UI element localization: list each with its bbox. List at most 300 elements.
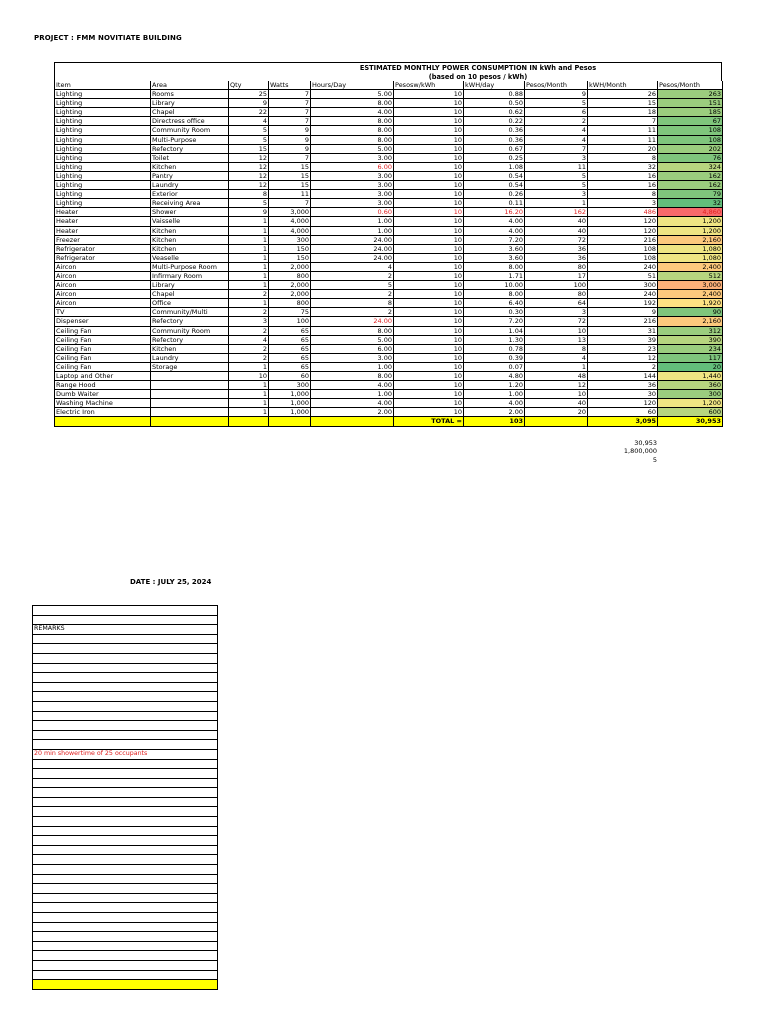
cell-qty: 4	[229, 336, 269, 345]
cell-pesosw-kwh: 10	[394, 336, 464, 345]
table-row	[55, 263, 722, 272]
cell-watts: 65	[269, 327, 311, 336]
cell-pesosw-kwh: 10	[394, 99, 464, 108]
cell-pesos-month-2: 600	[658, 408, 723, 417]
cell-area: Library	[151, 99, 229, 108]
cell-pesosw-kwh: 10	[394, 117, 464, 126]
cell-kwh-month: 216	[588, 236, 658, 245]
cell-pesos-month: 80	[525, 263, 588, 272]
cell-qty: 2	[229, 354, 269, 363]
cell-hours-day: 4	[311, 263, 394, 272]
cell-kwh-month: 240	[588, 290, 658, 299]
cell-area: Refectory	[151, 145, 229, 154]
cell-pesosw-kwh: 10	[394, 399, 464, 408]
cell-kwh-day: 0.11	[464, 199, 525, 208]
cell-pesosw-kwh: 10	[394, 254, 464, 263]
cell-pesosw-kwh: 10	[394, 236, 464, 245]
cell-pesosw-kwh: 10	[394, 90, 464, 99]
cell-kwh-month: 108	[588, 245, 658, 254]
cell-hours-day: 3.00	[311, 354, 394, 363]
cell-item: Heater	[55, 208, 151, 217]
cell-pesosw-kwh: 10	[394, 263, 464, 272]
cell-item: Lighting	[55, 99, 151, 108]
cell-pesos-month-2: 1,200	[658, 217, 723, 226]
cell-kwh-day: 10.00	[464, 281, 525, 290]
remarks-line	[33, 883, 217, 893]
cell-pesosw-kwh: 10	[394, 199, 464, 208]
cell-kwh-day: 0.88	[464, 90, 525, 99]
summary-value: 1,800,000	[623, 447, 657, 456]
cell-area: Office	[151, 299, 229, 308]
cell-area: Community/Multi	[151, 308, 229, 317]
cell-pesos-month: 7	[525, 145, 588, 154]
cell-kwh-day: 4.00	[464, 399, 525, 408]
cell-item: Aircon	[55, 299, 151, 308]
cell-hours-day: 2.00	[311, 408, 394, 417]
cell-area: Refectory	[151, 336, 229, 345]
cell-hours-day	[311, 417, 394, 426]
cell-item: Aircon	[55, 290, 151, 299]
cell-pesos-month-2: 108	[658, 126, 723, 135]
cell-kwh-month: 32	[588, 163, 658, 172]
cell-qty: 12	[229, 181, 269, 190]
cell-qty: 1	[229, 272, 269, 281]
cell-watts: 15	[269, 172, 311, 181]
cell-watts: 15	[269, 163, 311, 172]
header-watts: Watts	[269, 81, 311, 90]
summary-values	[537, 439, 657, 464]
table-row	[55, 372, 722, 381]
cell-pesos-month: 4	[525, 126, 588, 135]
cell-area: Library	[151, 281, 229, 290]
cell-kwh-month: 36	[588, 381, 658, 390]
cell-qty: 1	[229, 227, 269, 236]
table-row	[55, 190, 722, 199]
cell-kwh-day: 0.54	[464, 181, 525, 190]
cell-area: Kitchen	[151, 163, 229, 172]
cell-qty: 25	[229, 90, 269, 99]
cell-kwh-day: 8.00	[464, 290, 525, 299]
cell-kwh-month: 16	[588, 172, 658, 181]
cell-item: Ceiling Fan	[55, 336, 151, 345]
cell-item: TV	[55, 308, 151, 317]
sheet-subtitle: (based on 10 pesos / kWh)	[428, 72, 528, 81]
cell-hours-day: 24.00	[311, 254, 394, 263]
cell-item: Laptop and Other	[55, 372, 151, 381]
remarks-line	[33, 912, 217, 922]
cell-qty: 8	[229, 190, 269, 199]
cell-kwh-month: 120	[588, 217, 658, 226]
remarks-line	[33, 922, 217, 932]
cell-item: Freezer	[55, 236, 151, 245]
cell-watts: 800	[269, 299, 311, 308]
cell-pesos-month: 4	[525, 354, 588, 363]
table-row	[55, 290, 722, 299]
cell-kwh-day: 1.71	[464, 272, 525, 281]
cell-pesosw-kwh: 10	[394, 172, 464, 181]
cell-pesos-month-2: 202	[658, 145, 723, 154]
cell-qty: 1	[229, 390, 269, 399]
remarks-label: REMARKS	[33, 624, 217, 634]
cell-qty: 2	[229, 345, 269, 354]
cell-pesosw-kwh: 10	[394, 208, 464, 217]
cell-area: Kitchen	[151, 227, 229, 236]
cell-pesos-month: 48	[525, 372, 588, 381]
cell-kwh-month: 7	[588, 117, 658, 126]
cell-kwh-month: 26	[588, 90, 658, 99]
cell-item: Heater	[55, 217, 151, 226]
header-kwh-month: kWH/Month	[588, 81, 658, 90]
cell-pesos-month: 5	[525, 99, 588, 108]
cell-watts: 60	[269, 372, 311, 381]
cell-hours-day: 3.00	[311, 172, 394, 181]
table-row	[55, 181, 722, 190]
cell-kwh-month: 120	[588, 227, 658, 236]
cell-kwh-day: 8.00	[464, 263, 525, 272]
table-row	[55, 272, 722, 281]
cell-watts: 150	[269, 254, 311, 263]
cell-kwh-day: 1.04	[464, 327, 525, 336]
cell-pesos-month-2: 117	[658, 354, 723, 363]
table-row	[55, 163, 722, 172]
remarks-line	[33, 826, 217, 836]
header-pesos-month-2: Pesos/Month	[658, 81, 723, 90]
cell-area: Toilet	[151, 154, 229, 163]
cell-pesosw-kwh: 10	[394, 181, 464, 190]
cell-pesos-month-2: 360	[658, 381, 723, 390]
cell-qty: 1	[229, 217, 269, 226]
remarks-line	[33, 854, 217, 864]
cell-area: Kitchen	[151, 245, 229, 254]
table-row	[55, 345, 722, 354]
cell-kwh-day: 0.22	[464, 117, 525, 126]
cell-pesos-month: 1	[525, 199, 588, 208]
cell-kwh-month: 144	[588, 372, 658, 381]
cell-pesos-month-2: 108	[658, 136, 723, 145]
cell-pesosw-kwh: 10	[394, 372, 464, 381]
cell-area: Laundry	[151, 354, 229, 363]
cell-hours-day: 8.00	[311, 99, 394, 108]
cell-kwh-day: 16.20	[464, 208, 525, 217]
cell-hours-day: 2	[311, 272, 394, 281]
cell-pesos-month: 40	[525, 399, 588, 408]
cell-kwh-month: 20	[588, 145, 658, 154]
cell-area: Multi-Purpose	[151, 136, 229, 145]
cell-qty	[229, 417, 269, 426]
cell-kwh-day: 0.36	[464, 126, 525, 135]
cell-kwh-month: 15	[588, 99, 658, 108]
cell-hours-day: 1.00	[311, 390, 394, 399]
cell-area: Pantry	[151, 172, 229, 181]
cell-kwh-month: 16	[588, 181, 658, 190]
table-row	[55, 90, 722, 99]
cell-area: Receiving Area	[151, 199, 229, 208]
cell-kwh-month: 51	[588, 272, 658, 281]
cell-watts: 150	[269, 245, 311, 254]
summary-value: 30,953	[634, 439, 657, 447]
remarks-line	[33, 835, 217, 845]
cell-pesos-month: 6	[525, 108, 588, 117]
table-row	[55, 408, 722, 417]
cell-qty: 1	[229, 281, 269, 290]
cell-pesos-month-2: 512	[658, 272, 723, 281]
remarks-line	[33, 605, 217, 615]
cell-pesos-month: 13	[525, 336, 588, 345]
cell-kwh-month: 30	[588, 390, 658, 399]
cell-pesos-month-2: 1,440	[658, 372, 723, 381]
cell-item: Lighting	[55, 108, 151, 117]
remarks-line	[33, 806, 217, 816]
cell-item: Ceiling Fan	[55, 363, 151, 372]
remarks-line	[33, 759, 217, 769]
remarks-line	[33, 682, 217, 692]
header-row	[55, 81, 722, 90]
cell-qty: 1	[229, 254, 269, 263]
table-row	[55, 281, 722, 290]
cell-kwh-day: 1.00	[464, 390, 525, 399]
cell-qty: 9	[229, 99, 269, 108]
cell-kwh-day: 0.50	[464, 99, 525, 108]
cell-item: Refrigerator	[55, 245, 151, 254]
cell-hours-day: 24.00	[311, 317, 394, 326]
table-row	[55, 390, 722, 399]
cell-area: Rooms	[151, 90, 229, 99]
cell-watts: 65	[269, 336, 311, 345]
remarks-line	[33, 768, 217, 778]
cell-pesosw-kwh: 10	[394, 363, 464, 372]
cell-pesos-month-2: 90	[658, 308, 723, 317]
cell-kwh-day: 0.54	[464, 172, 525, 181]
table-row	[55, 381, 722, 390]
cell-pesos-month-2: 1,200	[658, 399, 723, 408]
cell-watts: 300	[269, 381, 311, 390]
cell-kwh-month: 11	[588, 136, 658, 145]
cell-pesos-month-2: 2,160	[658, 236, 723, 245]
cell-pesosw-kwh: 10	[394, 145, 464, 154]
cell-item: Ceiling Fan	[55, 327, 151, 336]
remarks-line	[33, 634, 217, 644]
cell-area: Kitchen	[151, 236, 229, 245]
cell-kwh-month: 240	[588, 263, 658, 272]
cell-pesosw-kwh: 10	[394, 217, 464, 226]
header-hours-day: Hours/Day	[311, 81, 394, 90]
cell-qty: 2	[229, 290, 269, 299]
cell-hours-day: 6.00	[311, 345, 394, 354]
cell-pesos-month-2: 1,080	[658, 254, 723, 263]
cell-item: Lighting	[55, 117, 151, 126]
cell-hours-day: 4.00	[311, 108, 394, 117]
cell-kwh-day: 6.40	[464, 299, 525, 308]
cell-qty: 12	[229, 154, 269, 163]
cell-area: Veaselle	[151, 254, 229, 263]
table-row	[55, 217, 722, 226]
cell-pesosw-kwh: 10	[394, 345, 464, 354]
cell-qty: 1	[229, 399, 269, 408]
cell-area	[151, 390, 229, 399]
cell-hours-day: 3.00	[311, 154, 394, 163]
cell-hours-day: 1.00	[311, 227, 394, 236]
cell-item: Aircon	[55, 281, 151, 290]
cell-pesosw-kwh: 10	[394, 126, 464, 135]
cell-kwh-month: 108	[588, 254, 658, 263]
cell-watts: 9	[269, 145, 311, 154]
cell-area: Vaisselle	[151, 217, 229, 226]
cell-pesosw-kwh: 10	[394, 381, 464, 390]
cell-qty: 1	[229, 299, 269, 308]
cell-qty: 2	[229, 308, 269, 317]
cell-kwh-month: 39	[588, 336, 658, 345]
cell-item: Aircon	[55, 272, 151, 281]
cell-kwh-month: 216	[588, 317, 658, 326]
cell-pesos-month-2: 390	[658, 336, 723, 345]
cell-kwh-month: 300	[588, 281, 658, 290]
cell-qty: 5	[229, 126, 269, 135]
remarks-line	[33, 720, 217, 730]
cell-area	[151, 381, 229, 390]
cell-watts: 65	[269, 363, 311, 372]
cell-kwh-day: 0.78	[464, 345, 525, 354]
cell-qty: 12	[229, 163, 269, 172]
cell-kwh-month: 23	[588, 345, 658, 354]
cell-pesosw-kwh: 10	[394, 245, 464, 254]
cell-pesosw-kwh: 10	[394, 290, 464, 299]
remarks-line	[33, 931, 217, 941]
cell-pesos-month-2: 1,920	[658, 299, 723, 308]
remarks-line	[33, 960, 217, 970]
summary-value: 5	[652, 455, 657, 464]
cell-qty: 1	[229, 263, 269, 272]
remarks-line	[33, 950, 217, 960]
cell-pesos-month-2: 2,400	[658, 290, 723, 299]
remarks-line	[33, 797, 217, 807]
cell-watts: 7	[269, 108, 311, 117]
table-row	[55, 108, 722, 117]
cell-watts: 7	[269, 117, 311, 126]
cell-kwh-day: 0.26	[464, 190, 525, 199]
cell-qty: 15	[229, 145, 269, 154]
cell-hours-day: 5.00	[311, 336, 394, 345]
project-title: PROJECT : FMM NOVITIATE BUILDING	[34, 34, 182, 42]
cell-pesos-month-2: 67	[658, 117, 723, 126]
table-row	[55, 363, 722, 372]
remarks-line	[33, 787, 217, 797]
cell-hours-day: 2	[311, 290, 394, 299]
document-date: DATE : JULY 25, 2024	[130, 578, 212, 586]
cell-pesos-month: 12	[525, 381, 588, 390]
cell-kwh-day: 0.30	[464, 308, 525, 317]
cell-pesosw-kwh: 10	[394, 317, 464, 326]
header-area: Area	[151, 81, 229, 90]
cell-watts: 4,000	[269, 217, 311, 226]
cell-kwh-day: 1.20	[464, 381, 525, 390]
cell-pesosw-kwh: 10	[394, 308, 464, 317]
table-row	[55, 327, 722, 336]
remarks-line	[33, 941, 217, 951]
cell-kwh-day: 0.67	[464, 145, 525, 154]
cell-pesosw-kwh: 10	[394, 272, 464, 281]
cell-item: Lighting	[55, 90, 151, 99]
cell-kwh-month: 120	[588, 399, 658, 408]
cell-pesos-month: 36	[525, 254, 588, 263]
cell-pesos-month-2: 2,160	[658, 317, 723, 326]
cell-pesos-month	[525, 417, 588, 426]
cell-hours-day: 1.00	[311, 217, 394, 226]
cell-kwh-month: 8	[588, 154, 658, 163]
remarks-line	[33, 653, 217, 663]
cell-pesos-month-2: 263	[658, 90, 723, 99]
cell-qty: 1	[229, 363, 269, 372]
cell-hours-day: 5.00	[311, 145, 394, 154]
cell-watts: 1,000	[269, 408, 311, 417]
cell-hours-day: 8	[311, 299, 394, 308]
cell-pesos-month-2: 300	[658, 390, 723, 399]
table-row	[55, 99, 722, 108]
cell-qty: 1	[229, 381, 269, 390]
cell-qty: 5	[229, 199, 269, 208]
cell-watts: 300	[269, 236, 311, 245]
cell-hours-day: 8.00	[311, 136, 394, 145]
cell-area: Infirmary Room	[151, 272, 229, 281]
cell-area: Laundry	[151, 181, 229, 190]
remarks-note: 20 min showertime of 25 occupants	[33, 749, 217, 759]
remarks-line	[33, 845, 217, 855]
cell-qty: 3	[229, 317, 269, 326]
table-row	[55, 317, 722, 326]
cell-qty: 4	[229, 117, 269, 126]
cell-kwh-day: 0.39	[464, 354, 525, 363]
cell-kwh-day: 4.00	[464, 217, 525, 226]
cell-pesos-month-2: 162	[658, 181, 723, 190]
cell-qty: 12	[229, 172, 269, 181]
cell-pesos-month-2: 3,000	[658, 281, 723, 290]
remarks-line	[33, 643, 217, 653]
table-row	[55, 126, 722, 135]
cell-hours-day: 3.00	[311, 190, 394, 199]
cell-pesos-month: 40	[525, 227, 588, 236]
cell-pesos-month: 3	[525, 308, 588, 317]
remarks-line	[33, 663, 217, 673]
cell-hours-day: 4.00	[311, 381, 394, 390]
cell-item: Lighting	[55, 172, 151, 181]
cell-pesos-month-2: 324	[658, 163, 723, 172]
sheet-title-block	[54, 62, 722, 81]
cell-area: Kitchen	[151, 345, 229, 354]
cell-hours-day: 8.00	[311, 117, 394, 126]
cell-pesos-month: 3	[525, 190, 588, 199]
cell-area: Exterior	[151, 190, 229, 199]
cell-area: Chapel	[151, 108, 229, 117]
cell-hours-day: 8.00	[311, 126, 394, 135]
cell-pesos-month-2: 162	[658, 172, 723, 181]
cell-pesos-month-2: 185	[658, 108, 723, 117]
cell-pesos-month-2: 234	[658, 345, 723, 354]
cell-pesos-month: 2	[525, 117, 588, 126]
cell-pesos-month-2: 1,080	[658, 245, 723, 254]
cell-pesos-month-2: 20	[658, 363, 723, 372]
cell-pesos-month-2: 1,200	[658, 227, 723, 236]
total-label: TOTAL =	[394, 417, 464, 426]
cell-hours-day: 8.00	[311, 327, 394, 336]
consumption-sheet	[54, 62, 722, 427]
header-kwh-day: kWH/day	[464, 81, 525, 90]
cell-pesosw-kwh: 10	[394, 108, 464, 117]
cell-area: Shower	[151, 208, 229, 217]
cell-item: Electric Iron	[55, 408, 151, 417]
cell-item: Range Hood	[55, 381, 151, 390]
cell-kwh-month: 11	[588, 126, 658, 135]
cell-pesos-month: 10	[525, 327, 588, 336]
cell-kwh-day: 7.20	[464, 317, 525, 326]
